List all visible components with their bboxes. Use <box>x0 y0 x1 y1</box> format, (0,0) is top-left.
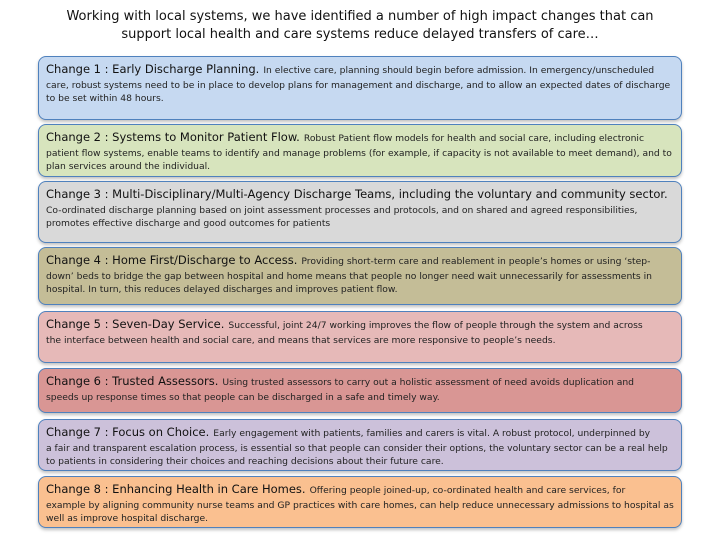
change-lead: Successful, joint 24/7 working improves the flow of people through the system and across <box>228 320 643 331</box>
change-description: care, robust systems need to be in place to develop plans for management and discharge, and to allow an expected dates of discharge to be set within 48 hours. <box>46 80 671 104</box>
change-lead: Using trusted assessors to carry out a holistic assessment of need avoids duplication and <box>222 377 635 388</box>
change-lead: Early engagement with patients, families and carers is vital. A robust protocol, underpinned by <box>213 428 651 439</box>
change-card-6 <box>38 368 682 413</box>
change-card-4 <box>38 247 682 305</box>
change-heading: Change 3 : Multi-Disciplinary/Multi-Agency Discharge Teams, including the voluntary and community sector. <box>46 187 668 201</box>
title-line-1: Working with local systems, we have identified a number of high impact changes that can <box>66 9 654 24</box>
change-description: speeds up response times so that people can be discharged in a safe and timely way. <box>46 392 440 403</box>
change-description: the interface between health and social care, and means that services are more responsive to people’s needs. <box>46 335 556 346</box>
change-lead: In elective care, planning should begin before admission. In emergency/unscheduled <box>263 65 655 76</box>
change-lead: Offering people joined-up, co-ordinated health and care services, for <box>309 485 626 496</box>
change-description: down’ beds to bridge the gap between hospital and home means that people no longer need wait unnecessarily for assessments in hospital. In turn, this reduces delayed discharges and improves patient flow. <box>46 271 652 295</box>
change-card-8 <box>38 476 682 528</box>
change-card-2 <box>38 124 682 177</box>
change-heading: Change 1 : Early Discharge Planning. <box>46 62 260 76</box>
change-description: example by aligning community nurse teams and GP practices with care homes, can help reduce unnecessary admissions to hospital as well as improve hospital discharge. <box>46 500 674 524</box>
change-heading: Change 5 : Seven-Day Service. <box>46 317 225 331</box>
change-description: a fair and transparent escalation process, is essential so that people can consider their options, the voluntary sector can be a real help to patients in considering their choices and reaching decisions about their future care. <box>46 443 668 467</box>
title-line-2: support local health and care systems reduce delayed transfers of care… <box>121 27 599 42</box>
change-description: Co-ordinated discharge planning based on joint assessment processes and protocols, and on shared and agreed responsibilities, promotes effective discharge and good outcomes for patients <box>46 205 638 229</box>
change-heading: Change 2 : Systems to Monitor Patient Flow. <box>46 130 300 144</box>
change-card-5 <box>38 311 682 363</box>
page-title <box>40 8 680 44</box>
change-heading: Change 4 : Home First/Discharge to Access. <box>46 253 298 267</box>
change-card-3 <box>38 181 682 243</box>
change-heading: Change 8 : Enhancing Health in Care Homes. <box>46 482 306 496</box>
change-heading: Change 6 : Trusted Assessors. <box>46 374 219 388</box>
change-lead: Robust Patient flow models for health and social care, including electronic <box>303 133 644 144</box>
change-description: patient flow systems, enable teams to identify and manage problems (for example, if capacity is not available to meet demand), and to plan services around the individual. <box>46 148 672 172</box>
change-card-1 <box>38 56 682 120</box>
change-heading: Change 7 : Focus on Choice. <box>46 425 210 439</box>
change-lead: Providing short-term care and reablement in people’s homes or using ‘step- <box>301 256 651 267</box>
change-card-7 <box>38 419 682 471</box>
